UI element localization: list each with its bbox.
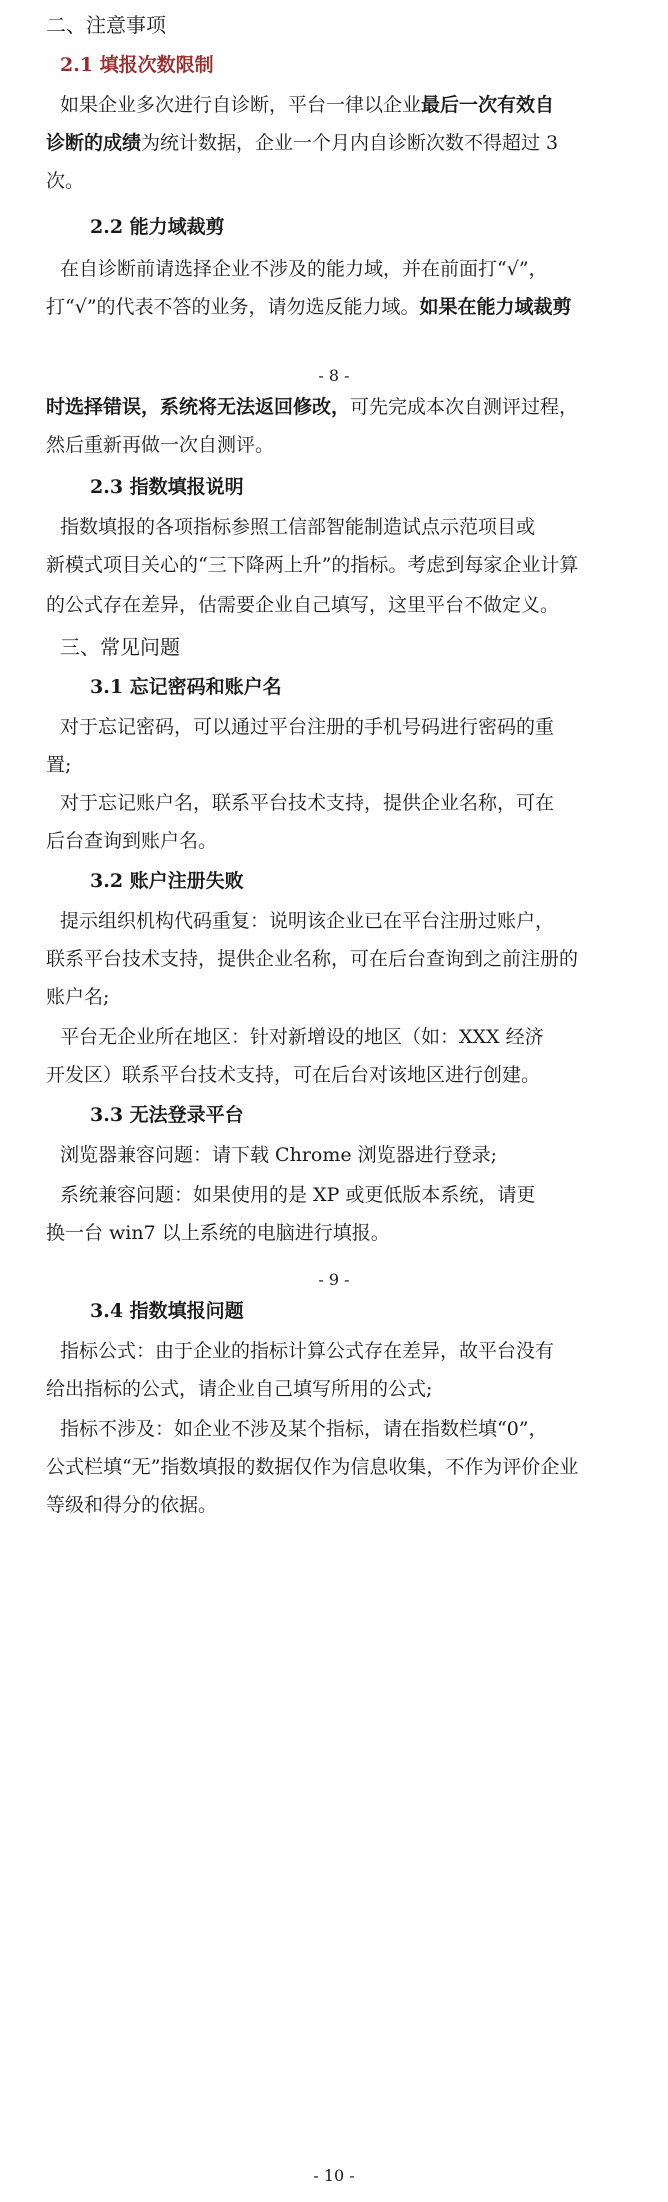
heading-2-2: 2.2 能力域裁剪 (90, 216, 225, 238)
paragraph-2-3-line: 的公式存在差异，估需要企业自己填写，这里平台不做定义。 (46, 594, 560, 616)
paragraph-3-1-line: 后台查询到账户名。 (46, 830, 218, 852)
paragraph-3-4-line: 公式栏填“无”指数填报的数据仅作为信息收集，不作为评价企业 (46, 1456, 579, 1478)
heading-3-2: 3.2 账户注册失败 (90, 870, 244, 892)
paragraph-3-3-line: 系统兼容问题：如果使用的是 XP 或更低版本系统，请更 (60, 1184, 536, 1206)
paragraph-3-2-line: 联系平台技术支持，提供企业名称，可在后台查询到之前注册的 (46, 948, 579, 970)
paragraph-3-1-line: 置; (46, 754, 72, 776)
paragraph-2-2-line: 在自诊断前请选择企业不涉及的能力域，并在前面打“√”， (60, 258, 548, 280)
heading-2-3: 2.3 指数填报说明 (90, 476, 244, 498)
heading-3-3: 3.3 无法登录平台 (90, 1104, 244, 1126)
paragraph-2-1-line: 如果企业多次进行自诊断，平台一律以企业最后一次有效自 (60, 94, 555, 116)
heading-2-1: 2.1 填报次数限制 (60, 54, 214, 76)
paragraph-2-2-line: 打“√”的代表不答的业务，请勿选反能力域。如果在能力域裁剪 (46, 296, 572, 318)
paragraph-3-1-line: 对于忘记密码，可以通过平台注册的手机号码进行密码的重 (60, 716, 555, 738)
paragraph-3-4-line: 等级和得分的依据。 (46, 1494, 218, 1516)
paragraph-2-1-line: 次。 (46, 170, 85, 192)
heading-3-4: 3.4 指数填报问题 (90, 1300, 244, 1322)
page-number: - 9 - (318, 1270, 350, 1289)
paragraph-3-4-line: 指标不涉及：如企业不涉及某个指标，请在指数栏填“0”， (60, 1418, 548, 1440)
paragraph-3-3-line: 换一台 win7 以上系统的电脑进行填报。 (46, 1222, 390, 1244)
paragraph-2-1-line: 诊断的成绩为统计数据，企业一个月内自诊断次数不得超过 3 (46, 132, 559, 154)
paragraph-2-3-line: 指数填报的各项指标参照工信部智能制造试点示范项目或 (60, 516, 536, 538)
paragraph-continuation-line: 时选择错误，系统将无法返回修改，可先完成本次自测评过程， (46, 396, 579, 418)
paragraph-3-4-line: 给出指标的公式，请企业自己填写所用的公式; (46, 1378, 433, 1400)
paragraph-3-4-line: 指标公式：由于企业的指标计算公式存在差异，故平台没有 (60, 1340, 555, 1362)
page-number: - 10 - (313, 2166, 355, 2185)
paragraph-2-3-line: 新模式项目关心的“三下降两上升”的指标。考虑到每家企业计算 (46, 554, 579, 576)
section-2-title: 二、注意事项 (46, 13, 166, 37)
paragraph-3-1-line: 对于忘记账户名，联系平台技术支持，提供企业名称，可在 (60, 792, 555, 814)
paragraph-3-3-line: 浏览器兼容问题：请下载 Chrome 浏览器进行登录; (60, 1144, 498, 1166)
paragraph-continuation-line: 然后重新再做一次自测评。 (46, 434, 275, 456)
page-number: - 8 - (318, 366, 350, 385)
heading-3-1: 3.1 忘记密码和账户名 (90, 676, 282, 698)
paragraph-3-2-line: 提示组织机构代码重复：说明该企业已在平台注册过账户， (60, 910, 555, 932)
paragraph-3-2-line: 平台无企业所在地区：针对新增设的地区（如：XXX 经济 (60, 1026, 544, 1048)
paragraph-3-2-line: 开发区）联系平台技术支持，可在后台对该地区进行创建。 (46, 1064, 541, 1086)
section-3-title: 三、常见问题 (60, 635, 180, 659)
paragraph-3-2-line: 账户名; (46, 986, 110, 1008)
